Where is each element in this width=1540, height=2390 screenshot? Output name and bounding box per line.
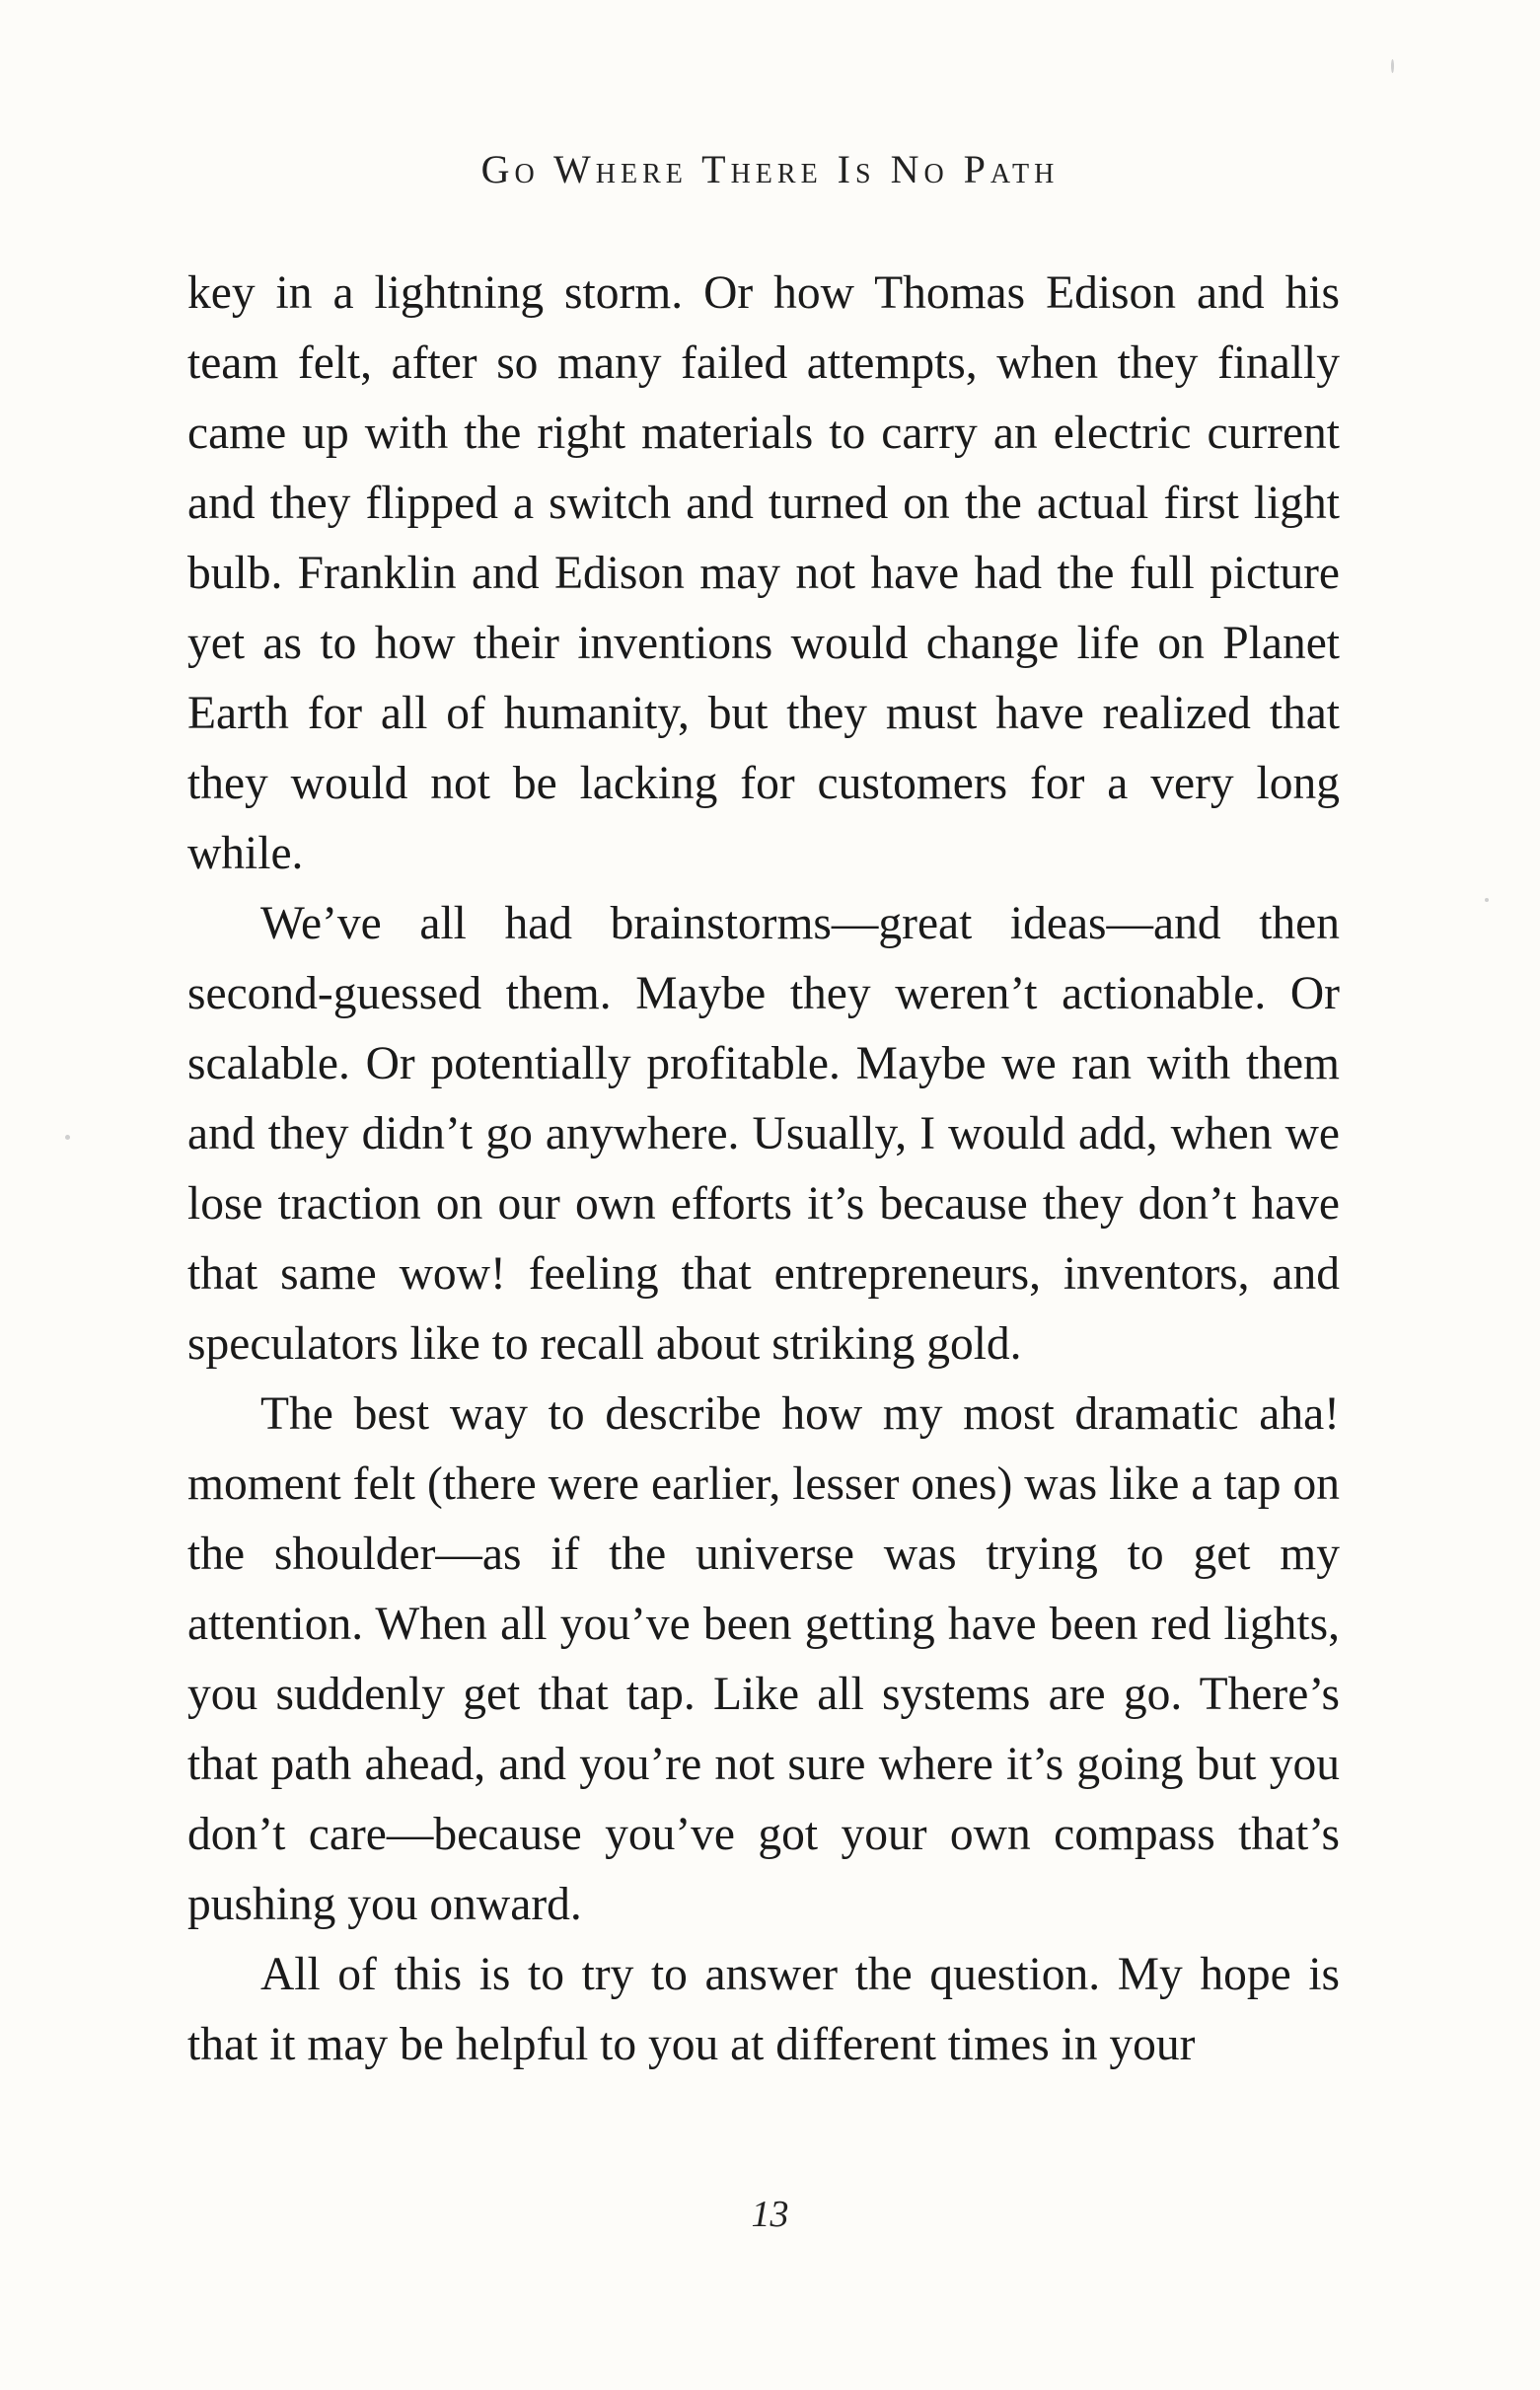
body-text	[187, 259, 1340, 2080]
scan-speck	[1485, 898, 1489, 902]
paragraph-4: All of this is to try to answer the question. My hope is that it may be helpful to you at different times in your	[187, 1949, 1340, 2070]
scan-speck	[65, 1135, 70, 1140]
paragraph-1: key in a lightning storm. Or how Thomas Edison and his team felt, after so many failed attempts, when they finally came up with the right materials to carry an electric current and they flipped a switch and turned on the actual first light bulb. Franklin and Edison may not have had the full picture yet as to how their inventions would change life on Planet Earth for all of humanity, but they must have realized that they would not be lacking for customers for a very long while.	[187, 267, 1340, 879]
paragraph-2: We’ve all had brainstorms—great ideas—and then second-guessed them. Maybe they weren’t actionable. Or scalable. Or potentially profitable. Maybe we ran with them and they didn’t go anywhere. Usually, I would add, when we lose traction on our own efforts it’s because they don’t have that same wow! feeling that entrepreneurs, inventors, and speculators like to recall about striking gold.	[187, 898, 1340, 1370]
scan-speck	[1391, 59, 1394, 73]
running-head: Go Where There Is No Path	[480, 147, 1060, 191]
page-number: 13	[751, 2194, 789, 2235]
paragraph-3: The best way to describe how my most dramatic aha! moment felt (there were earlier, lesser ones) was like a tap on the shoulder—as if the universe was trying to get my attention. When all you’ve been getting have been red lights, you suddenly get that tap. Like all systems are go. There’s that path ahead, and you’re not sure where it’s going but you don’t care—because you’ve got your own compass that’s pushing you onward.	[187, 1388, 1340, 1930]
